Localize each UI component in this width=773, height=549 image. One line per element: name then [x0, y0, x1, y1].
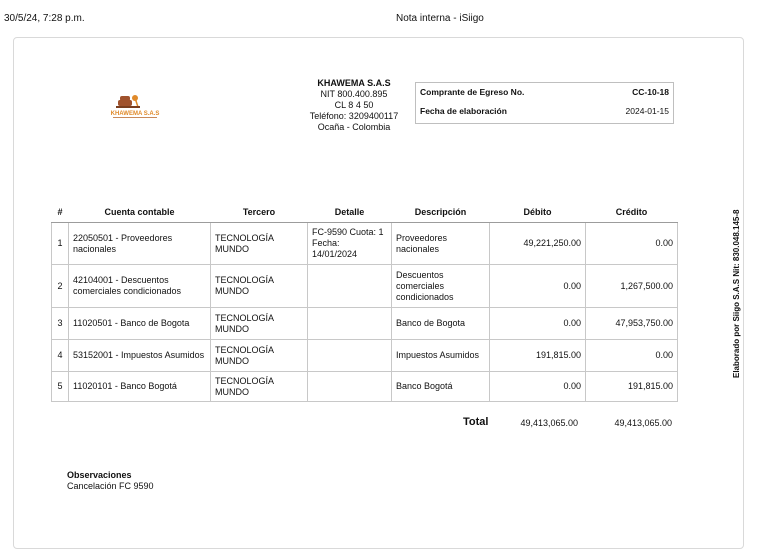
row-description: Impuestos Asumidos: [392, 340, 490, 372]
row-detail: [308, 340, 392, 372]
vertical-footer-note: Elaborado por Siigo S.A.S Nit: 830.048.145-8: [732, 209, 741, 378]
row-detail: FC-9590 Cuota: 1 Fecha: 14/01/2024: [308, 223, 392, 265]
row-detail: [308, 308, 392, 340]
row-debit: 0.00: [490, 308, 586, 340]
row-credit: 1,267,500.00: [586, 265, 678, 308]
table-row: [52, 223, 678, 265]
voucher-number: CC-10-18: [632, 87, 669, 97]
header-detail: Detalle: [308, 202, 392, 223]
row-account: 11020501 - Banco de Bogota: [69, 308, 211, 340]
row-debit: 0.00: [490, 265, 586, 308]
header-index: #: [52, 202, 69, 223]
header-credit: Crédito: [586, 202, 678, 223]
company-name: KHAWEMA S.A.S: [317, 78, 391, 88]
page-title: Nota interna - iSiigo: [396, 13, 484, 24]
total-credit: 49,413,065.00: [614, 418, 672, 428]
row-third-party: TECNOLOGÍA MUNDO: [211, 340, 308, 372]
company-city: Ocaña - Colombia: [317, 122, 391, 132]
header-description: Descripción: [392, 202, 490, 223]
row-description: Banco Bogotá: [392, 372, 490, 402]
company-phone: Teléfono: 3209400117: [309, 111, 399, 121]
observations-title: Observaciones: [67, 470, 132, 480]
voucher-date: 2024-01-15: [625, 106, 669, 116]
table-row: [52, 265, 678, 308]
row-third-party: TECNOLOGÍA MUNDO: [211, 308, 308, 340]
row-third-party: TECNOLOGÍA MUNDO: [211, 223, 308, 265]
row-third-party: TECNOLOGÍA MUNDO: [211, 372, 308, 402]
header-third-party: Tercero: [211, 202, 308, 223]
row-index: 4: [52, 340, 69, 372]
total-debit: 49,413,065.00: [520, 418, 578, 428]
row-credit: 0.00: [586, 223, 678, 265]
row-description: Proveedores nacionales: [392, 223, 490, 265]
row-detail: [308, 265, 392, 308]
observations-text: Cancelación FC 9590: [67, 481, 154, 491]
row-index: 5: [52, 372, 69, 402]
row-description: Banco de Bogota: [392, 308, 490, 340]
company-logo: [105, 88, 165, 122]
table-row: [52, 372, 678, 402]
row-index: 2: [52, 265, 69, 308]
logo-text: KHAWEMA S.A.S: [110, 111, 160, 117]
company-address: CL 8 4 50: [334, 100, 374, 110]
company-nit: NIT 800.400.895: [320, 89, 388, 99]
row-credit: 47,953,750.00: [586, 308, 678, 340]
row-account: 22050501 - Proveedores nacionales: [69, 223, 211, 265]
row-debit: 191,815.00: [490, 340, 586, 372]
row-third-party: TECNOLOGÍA MUNDO: [211, 265, 308, 308]
table-row: [52, 308, 678, 340]
row-debit: 0.00: [490, 372, 586, 402]
observations: [67, 470, 154, 492]
row-description: Descuentos comerciales condicionados: [392, 265, 490, 308]
header-debit: Débito: [490, 202, 586, 223]
row-account: 53152001 - Impuestos Asumidos: [69, 340, 211, 372]
total-label: Total: [463, 416, 489, 428]
row-account: 11020101 - Banco Bogotá: [69, 372, 211, 402]
company-info: [284, 78, 424, 133]
row-index: 1: [52, 223, 69, 265]
row-debit: 49,221,250.00: [490, 223, 586, 265]
row-detail: [308, 372, 392, 402]
voucher-date-label: Fecha de elaboración: [420, 106, 507, 116]
accounting-table: [51, 202, 678, 402]
row-credit: 191,815.00: [586, 372, 678, 402]
row-credit: 0.00: [586, 340, 678, 372]
print-datetime: 30/5/24, 7:28 p.m.: [4, 13, 85, 24]
voucher-number-label: Comprante de Egreso No.: [420, 87, 525, 97]
table-row: [52, 340, 678, 372]
header-account: Cuenta contable: [69, 202, 211, 223]
row-account: 42104001 - Descuentos comerciales condicionados: [69, 265, 211, 308]
row-index: 3: [52, 308, 69, 340]
document-sheet: [13, 37, 744, 549]
voucher-box: [415, 82, 674, 124]
table-header-row: [52, 202, 678, 223]
